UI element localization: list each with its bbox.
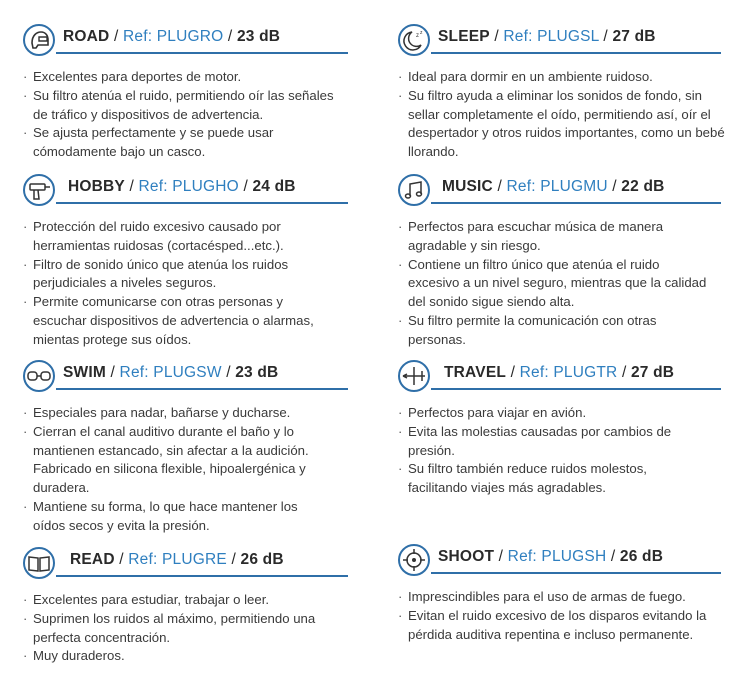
feature-list (22, 218, 332, 350)
list-item: · Ideal para dormir en un ambiente ruidoso. (397, 68, 727, 87)
card-name: MUSIC (442, 178, 493, 195)
card-name: READ (70, 551, 115, 568)
card-ref: Ref: PLUGSW (119, 364, 222, 381)
list-item: · Su filtro permite la comunicación con otras personas. (397, 312, 712, 350)
card-ref: Ref: PLUGHO (138, 178, 239, 195)
header-rule (56, 575, 348, 577)
list-item: · Perfectos para escuchar música de manera agradable y sin riesgo. (397, 218, 712, 256)
feature-list (397, 588, 732, 644)
card-ref: Ref: PLUGSH (507, 548, 607, 565)
feature-list (397, 404, 707, 498)
card-db: 26 dB (240, 551, 284, 568)
card-ref: Ref: PLUGRO (122, 28, 224, 45)
list-item: · Permite comunicarse con otras personas y escuchar dispositivos de advertencia o alarmas, mientas protege sus oídos. (22, 293, 332, 349)
header-rule (56, 388, 348, 390)
list-item: · Excelentes para estudiar, trabajar o leer. (22, 591, 332, 610)
card-ref: Ref: PLUGTR (519, 364, 618, 381)
header-rule (431, 202, 721, 204)
airplane-icon (397, 359, 431, 393)
list-item: · Cierran el canal auditivo durante el baño y lo mantienen estancado, sin afectar a la audición. Fabricado en silicona flexible, hipoalergénica y duradera. (22, 423, 332, 498)
header-rule (431, 388, 721, 390)
music-note-icon (397, 173, 431, 207)
list-item: · Protección del ruido excesivo causado por herramientas ruidosas (cortacésped...etc.). (22, 218, 332, 256)
card-ref: Ref: PLUGMU (506, 178, 608, 195)
list-item: · Su filtro también reduce ruidos molestos, facilitando viajes más agradables. (397, 460, 707, 498)
list-item: · Perfectos para viajar en avión. (397, 404, 707, 423)
drill-icon (22, 173, 56, 207)
list-item: · Suprimen los ruidos al máximo, permitiendo una perfecta concentración. (22, 610, 332, 648)
card-name: HOBBY (68, 178, 125, 195)
helmet-icon (22, 23, 56, 57)
svg-text:z: z (420, 30, 423, 36)
list-item: · Mantiene su forma, lo que hace mantener los oídos secos y evita la presión. (22, 498, 332, 536)
goggles-icon (22, 359, 56, 393)
feature-list (22, 68, 347, 162)
card-name: ROAD (63, 28, 110, 45)
card-name: TRAVEL (444, 364, 507, 381)
card-db: 23 dB (236, 28, 281, 45)
list-item: · Su filtro ayuda a eliminar los sonidos de fondo, sin sellar completamente el oído, permitiendo así, oír el despertador y otros ruidos importantes, como un bebé llorando. (397, 87, 727, 162)
list-item: · Imprescindibles para el uso de armas de fuego. (397, 588, 732, 607)
list-item: · Se ajusta perfectamente y se puede usar cómodamente bajo un casco. (22, 124, 347, 162)
list-item: · Evitan el ruido excesivo de los disparos evitando la pérdida auditiva repentina e incluso permanente. (397, 607, 732, 645)
card-name: SLEEP (438, 28, 490, 45)
header-rule (56, 52, 348, 54)
card-db: 23 dB (235, 364, 279, 381)
card-name: SHOOT (438, 548, 495, 565)
card-db: 24 dB (252, 178, 296, 195)
header-rule (431, 52, 721, 54)
feature-list (22, 591, 332, 666)
list-item: · Contiene un filtro único que atenúa el ruido excesivo a un nivel seguro, mientras que la calidad del sonido sigue siendo alta. (397, 256, 712, 312)
feature-list (397, 68, 727, 162)
header-rule (56, 202, 348, 204)
moon-sleep-icon (397, 23, 431, 57)
book-icon (22, 546, 56, 580)
list-item: · Filtro de sonido único que atenúa los ruidos perjudiciales a niveles seguros. (22, 256, 332, 294)
crosshair-icon (397, 543, 431, 577)
list-item: · Excelentes para deportes de motor. (22, 68, 347, 87)
list-item: · Su filtro atenúa el ruido, permitiendo oír las señales de tráfico y dispositivos de advertencia. (22, 87, 347, 125)
card-db: 22 dB (621, 178, 665, 195)
list-item: · Especiales para nadar, bañarse y ducharse. (22, 404, 332, 423)
header-rule (431, 572, 721, 574)
card-name: SWIM (63, 364, 106, 381)
feature-list (22, 404, 332, 536)
svg-text:z: z (416, 33, 419, 39)
feature-list (397, 218, 712, 350)
card-db: 26 dB (619, 548, 664, 565)
card-db: 27 dB (630, 364, 675, 381)
list-item: · Muy duraderos. (22, 647, 332, 666)
card-db: 27 dB (612, 28, 656, 45)
card-ref: Ref: PLUGSL (503, 28, 599, 45)
card-ref: Ref: PLUGRE (128, 551, 227, 568)
list-item: · Evita las molestias causadas por cambios de presión. (397, 423, 707, 461)
